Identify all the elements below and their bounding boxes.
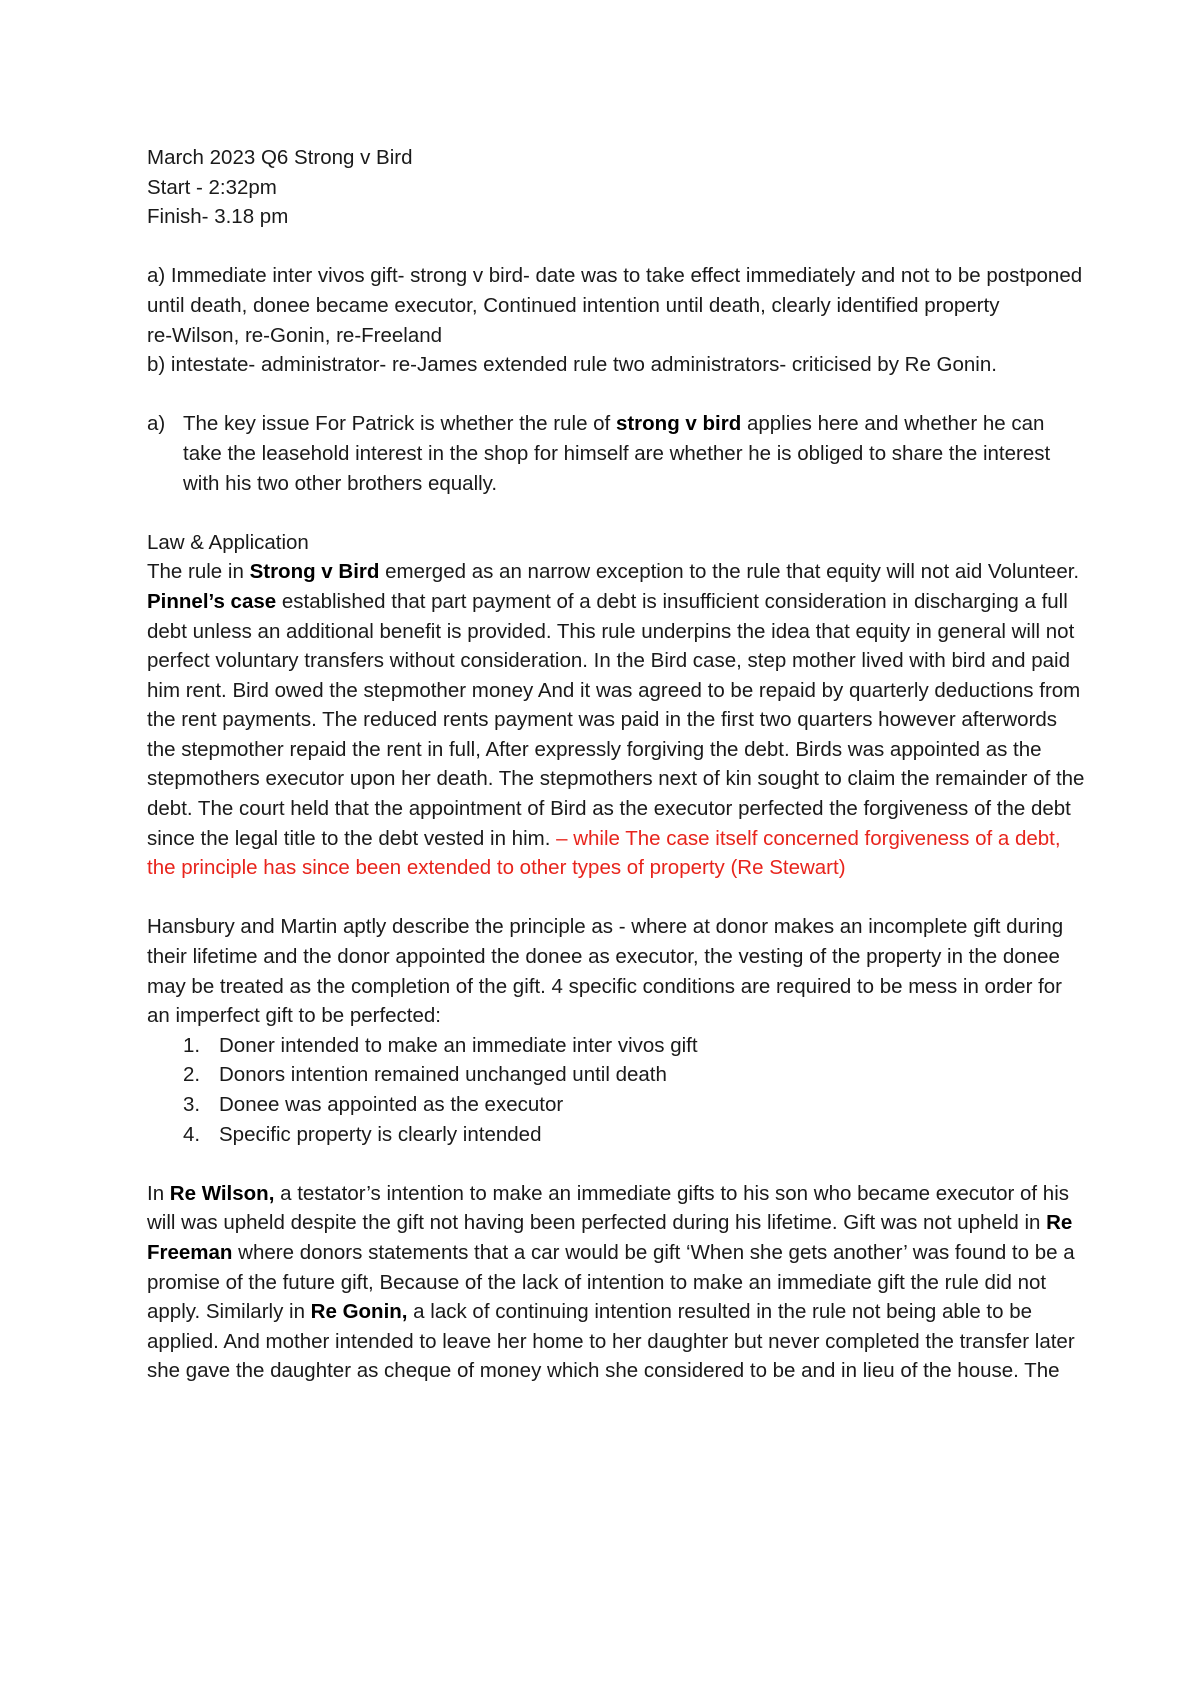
document-page — [147, 143, 1087, 1386]
answer-item-a — [147, 409, 1087, 498]
spacer — [147, 883, 1087, 913]
text-run: established that part payment of a debt is insufficient consideration in discharging a full debt unless an additional benefit is provided. This rule underpins the idea that equity in general will not perfect voluntary transfers without consideration. In the Bird case, step mother lived with bird and paid him rent. Bird owed the stepmother money And it was agreed to be repaid by quarterly deductions from the rent payments. The reduced rents payment was paid in the first two quarters however afterwords the stepmother repaid the rent in full, After expressly forgiving the debt. Birds was appointed as the stepmothers executor upon her death. The stepmothers next of kin sought to claim the remainder of the debt. The court held that the appointment of Bird as the executor perfected the forgiveness of the debt since the legal title to the debt vested in him. — [147, 589, 1085, 850]
plan-cases: re-Wilson, re-Gonin, re-Freeland — [147, 323, 443, 347]
text-run: a testator’s intention to make an immediate gifts to his son who became executor of his will was upheld despite the gift not having been perfected during his lifetime. Gift was not upheld in — [147, 1181, 1070, 1235]
law-paragraph — [147, 557, 1087, 883]
red-annotation: – while The case itself concerned forgiveness of a debt, the principle has since been extended to other types of property (Re Stewart) — [147, 826, 1061, 880]
case-name-bold: Pinnel’s case — [147, 589, 277, 613]
list-number: 4. — [183, 1122, 201, 1146]
case-name-bold: Re Freeman — [147, 1211, 1073, 1264]
list-item — [147, 1060, 1087, 1090]
spacer — [147, 232, 1087, 262]
spacer — [147, 1149, 1087, 1179]
spacer — [147, 380, 1087, 410]
doc-title: March 2023 Q6 Strong v Bird — [147, 146, 413, 169]
text-run: where donors statements that a car would be gift ‘When she gets another’ was found to be a promise of the future gift, Because of the lack of intention to make an immediate gift the rule did not apply. Similarly in — [147, 1240, 1075, 1324]
text-run: The rule in — [147, 560, 250, 584]
case-name-bold: Re Wilson, — [169, 1181, 275, 1205]
wilson-paragraph — [147, 1179, 1087, 1386]
conditions-list — [147, 1031, 1087, 1149]
case-name-bold: strong v bird — [615, 412, 742, 436]
list-item-text: Specific property is clearly intended — [219, 1122, 542, 1146]
text-run: In — [147, 1181, 170, 1205]
text-run: applies here and whether he can take the leasehold interest in the shop for himself are whether he is obliged to share the interest with his two other brothers equally. — [183, 412, 1051, 495]
list-number: 2. — [183, 1063, 201, 1087]
list-marker: a) — [147, 412, 166, 436]
case-name-bold: Strong v Bird — [249, 560, 380, 584]
list-item-text: Donee was appointed as the executor — [219, 1093, 564, 1116]
list-number: 1. — [183, 1033, 201, 1057]
plan-point-b: b) intestate- administrator- re-James extended rule two administrators- criticised by Re Gonin. — [147, 353, 997, 377]
list-item-text: Donors intention remained unchanged until death — [219, 1063, 667, 1087]
start-time: Start - 2:32pm — [147, 175, 277, 199]
list-item — [147, 1031, 1087, 1061]
text-run: emerged as an narrow exception to the rule that equity will not aid Volunteer. — [379, 560, 1080, 584]
plan-point-a: a) Immediate inter vivos gift- strong v bird- date was to take effect immediately and not to be postponed until death, donee became executor, Continued intention until death, clearly identified property — [147, 264, 1083, 317]
finish-time: Finish- 3.18 pm — [147, 205, 289, 229]
answer-a-text — [183, 409, 1087, 498]
list-item-text: Doner intended to make an immediate inter vivos gift — [219, 1033, 698, 1057]
text-run: a lack of continuing intention resulted in the rule not being able to be applied. And mother intended to leave her home to her daughter but never completed the transfer later she gave the daughter as cheque of money which she considered to be and in lieu of the house. The — [147, 1300, 1075, 1383]
case-name-bold: Re Gonin, — [310, 1300, 408, 1324]
list-number: 3. — [183, 1093, 201, 1116]
spacer — [147, 498, 1087, 528]
list-item — [147, 1120, 1087, 1150]
section-heading: Law & Application — [147, 530, 309, 554]
hansbury-paragraph: Hansbury and Martin aptly describe the principle as - where at donor makes an incomplete gift during their lifetime and the donor appointed the donee as executor, the vesting of the property in the donee may be treated as the completion of the gift. 4 specific conditions are required to be mess in order for an imperfect gift to be perfected: — [147, 915, 1064, 1028]
text-run: The key issue For Patrick is whether the rule of — [183, 412, 616, 436]
list-item — [147, 1090, 1087, 1120]
